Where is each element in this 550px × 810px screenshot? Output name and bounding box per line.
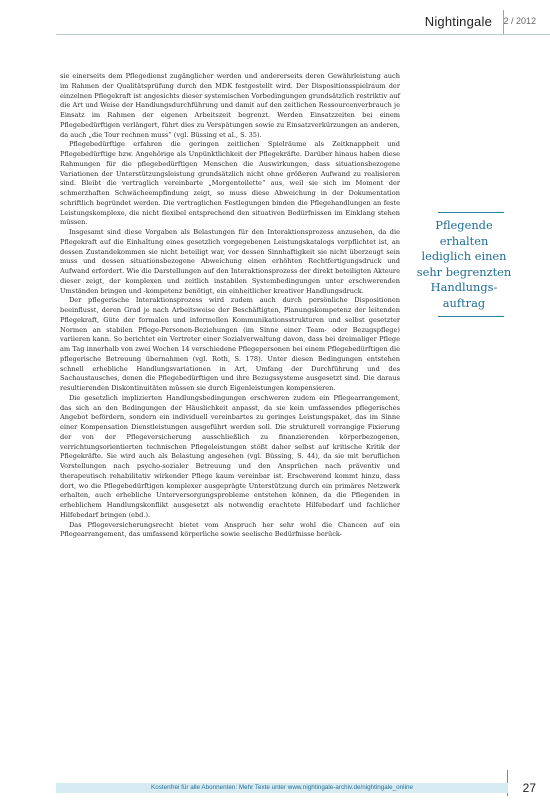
pullquote [400, 218, 528, 311]
page-header [0, 0, 550, 46]
paragraph: Insgesamt sind diese Vorgaben als Belastungen für den Interaktionsprozess anzusehen, da die Pflegekraft auf die Einhaltung eines gesetzlich vorgegebenen Leistungskatalogs verpflichtet ist, an dessen Zustandekommen sie nicht beteiligt war, vor dessen Sinnhaftigkeit sie nicht überzeugt sein muss und dessen situationsbezogene Abweichung einen erhöhten Rechtfertigungsdruck und Aufwand erfordert. Wie die Darstellungen auf den Interaktionsprozess der direkt beteiligten Akteure dieser zeigt, der komplexen und zeitlich instabilen Systembedingungen unter erschwerenden Umständen bringen und -kompetenz benötigt, ein einheitlicher kreativer Handlungsdruck. [60, 228, 400, 295]
pullquote-rule-top [438, 212, 504, 213]
article-body [60, 72, 400, 540]
paragraph: Das Pflegeversicherungsrecht bietet vom Anspruch her sehr wohl die Chancen auf ein Pflegearrangement, das umfassend körperliche sowie seelische Bedürfnisse berück- [60, 520, 400, 539]
pullquote-line: sehr begrenzten [416, 264, 512, 279]
paragraph: Pflegebedürftige erfahren die geringen zeitlichen Spielräume als Zeitknappheit und Pflegebedürftige bzw. Angehörige als Unpünktlichkeit der Pflegekräfte. Darüber hinaus haben diese Rahmungen für die pflegebedürftigen Menschen die Auswirkungen, dass situationsbezogene Variationen der Unterstützungsleistung grundsätzlich nicht ohne größeren Aufwand zu realisieren sind. Bleibt die vertraglich vereinbarte „Morgentoilette“ aus, weil sie sich im Moment der schmerzhaften Schwächeempfindung zeigt, so muss diese Abweichung in der Dokumentation schriftlich begründet werden. Die vertraglichen Festlegungen binden die Pflegehandlungen an feste Leistungskomplexe, die nicht flexibel entsprechend den situativen Bedürfnissen im Einklang stehen müssen. [60, 140, 400, 227]
paragraph: Der pflegerische Interaktionsprozess wird zudem auch durch persönliche Dispositionen beeinflusst, deren Grad je nach Arbeitsweise der Beschäftigten, Planungskompetenz der leitenden Pflegekraft, Güte der formalen und informellen Kommunikationsstrukturen und selbst gesetzter Normen an stabilen Pflege-Personen-Beziehungen (im Sinne einer Team- oder Bezugspflege) variieren kann. So berichtet ein Vertreter einer Sozialverwaltung davon, dass bei dreimaliger Pflege am Tag innerhalb von zwei Wochen 14 verschiedene Pflegepersonen bei einem Pflegebedürftigen die pflegerische Betreuung übernahmen (vgl. Roth, S. 178). Unter diesen Bedingungen entstehen schnell erhebliche Handlungsvariationen in Art, Umfang der Durchführung und des Sachaustausches, denen die Pflegebedürftigen und ihre Bezugssysteme ausgesetzt sind. Die daraus resultierenden Diskontinuitäten müssen sie durch Eigenleistungen kompensieren. [60, 296, 400, 392]
journal-title: Nightingale [424, 14, 492, 29]
pullquote-line: auftrag [442, 295, 486, 310]
pullquote-line: Pflegende [435, 218, 493, 232]
issue-number: 2 / 2012 [503, 16, 536, 26]
pullquote-line: Handlungs- [430, 280, 498, 294]
page-number: 27 [522, 781, 536, 795]
paragraph: sie einerseits dem Pflegedienst zugänglicher werden und andererseits deren Gewährleistung auch im Rahmen der Qualitätsprüfung durch den MDK festgestellt wird. Der Dispositionsspielraum der einzelnen Pflegekraft ist angesichts dieser systemischen Vorbedingungen grundsätzlich restriktiv auf die Art und Weise der Handlungsdurchführung und damit auf den zeitlichen Ressourcenverbrauch je Einsatz im Rahmen der eigenen Arbeitszeit begrenzt. Werden Einsatzzeiten bei einem Pflegebedürftigen verlängert, führt dies zu Verspätungen sowie zu Einsatzverkürzungen an anderen, da auch „die Tour rechnen muss“ (vgl. Büssing et al., S. 35). [60, 72, 400, 139]
pullquote-rule-bottom [438, 316, 504, 317]
footer-notice: Kostenfrei für alle Abonnenten: Mehr Texte unter www.nightingale-archiv.de/nightingale_online [56, 783, 508, 793]
paragraph: Die gesetzlich implizierten Handlungsbedingungen erschweren zudem ein Pflegearrangement, das sich an den Bedingungen der Häuslichkeit anpasst, da sie kein umfassendes pflegerisches Angebot befördern, sondern ein individuell vereinbartes zu geringes Leistungspaket, das im Sinne einer Kompensation Dienstleistungen ausgeführt werden soll. Die strukturell vorrangige Fixierung der von der Pflegeversicherung ausschließlich zu finanzierenden körperbezogenen, verrichtungsorientierten technischen Pflegeleistungen stößt daher selbst auf kritische Kritik der Pflegekräfte. Sie wird auch als Belastung angesehen (vgl. Büssing, S. 44), da sie mit beruflichen Vorstellungen nach psycho-sozialer Betreuung und den Ansprüchen nach präventiv und therapeutisch rehabilitativ wirkender Pflege kaum vereinbar ist. Erschwerend kommt hinzu, dass dort, wo die Pflegebedürftigen komplexer ausgeprägte Unterstützung durch ein primäres Netzwerk erhalten, auch erhebliche Unterversorgungsprobleme entstehen können, da die Pflegenden in erheblichem Handlungskonflikt ausgesetzt als notwendig erachtete Hilfebedarf und fachlicher Hilfebedarf bringen (ebd.). [60, 393, 400, 519]
header-rule [56, 34, 550, 35]
pullquote-line: lediglich einen [421, 249, 507, 263]
pullquote-line: erhalten [439, 233, 489, 248]
